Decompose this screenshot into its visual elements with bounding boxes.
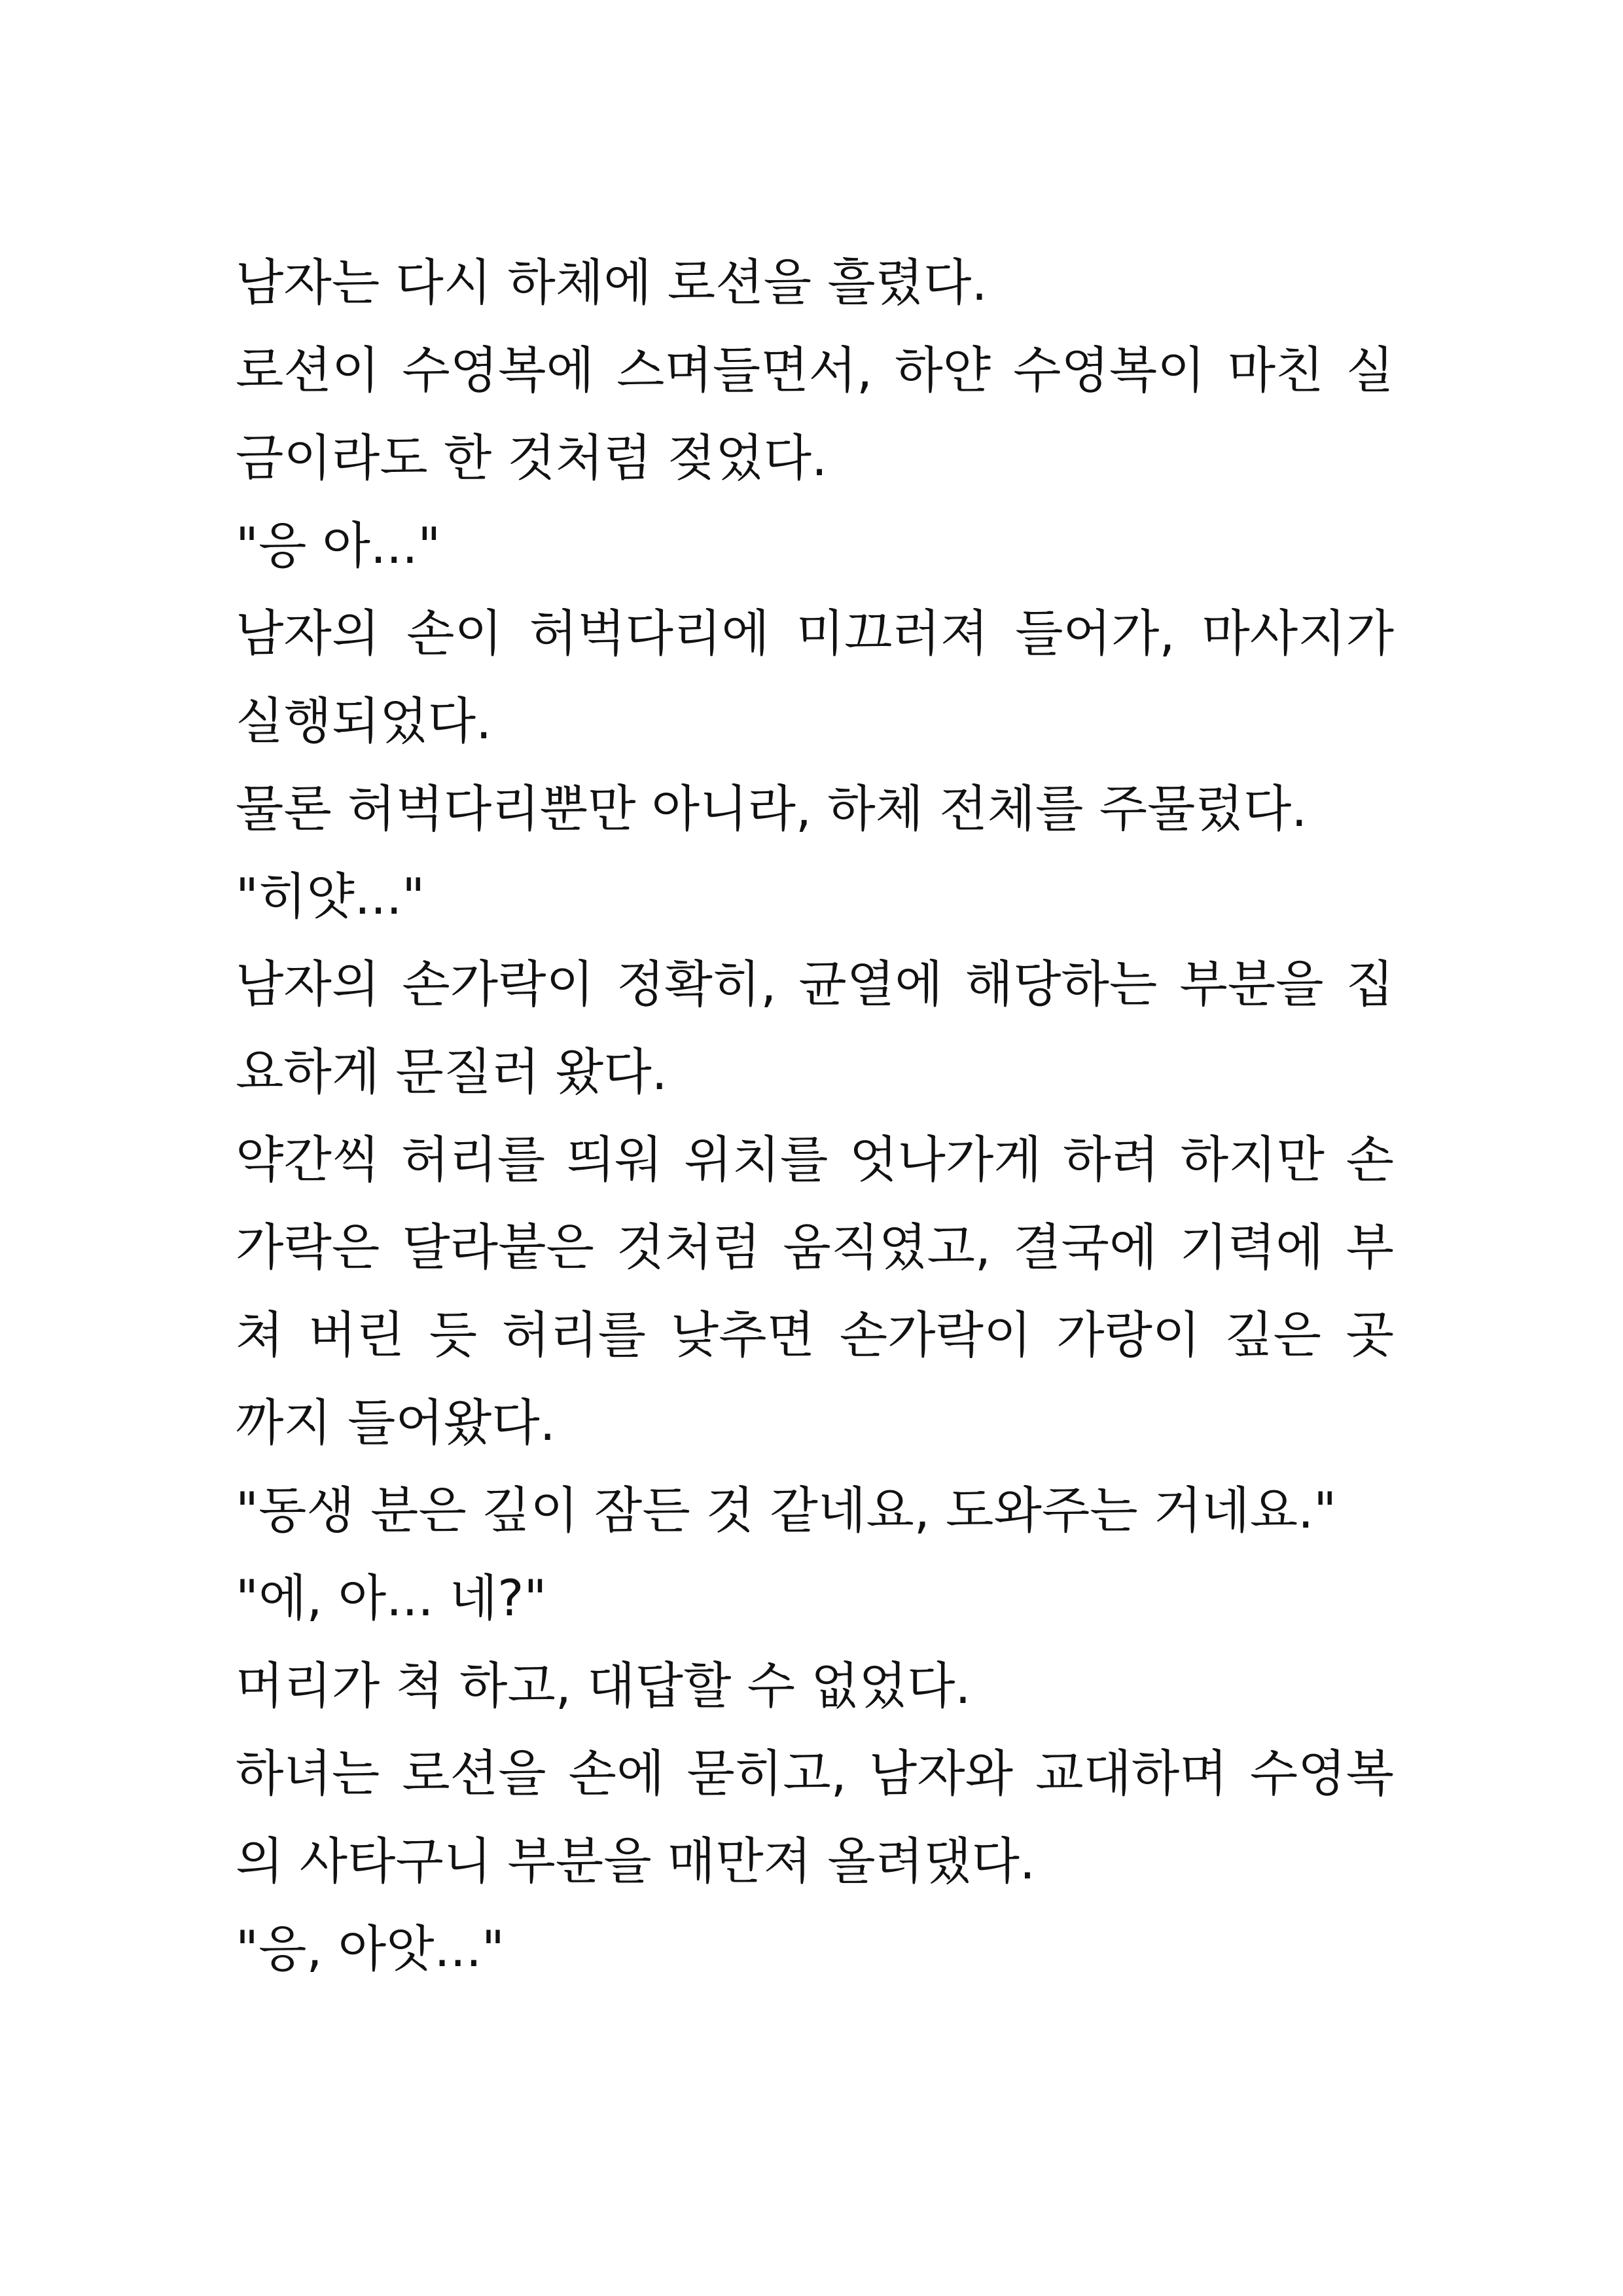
text-line: 가락은 달라붙은 것처럼 움직였고, 결국에 기력에 부 — [236, 1218, 1394, 1276]
text-line: 남자의 손가락이 정확히, 균열에 해당하는 부분을 집 — [236, 955, 1394, 1013]
text-line: 하녀는 로션을 손에 묻히고, 남자와 교대하며 수영복 — [236, 1744, 1394, 1803]
text-line: 로션이 수영복에 스며들면서, 하얀 수영복이 마친 실 — [236, 341, 1394, 399]
text-line: 금이라도 한 것처럼 젖었다. — [236, 429, 828, 487]
text-line: 머리가 척 하고, 대답할 수 없었다. — [236, 1657, 971, 1715]
text-line: 남자의 손이 허벅다리에 미끄러져 들어가, 마사지가 — [236, 604, 1394, 662]
text-line: "히얏..." — [236, 867, 425, 925]
text-line: 까지 들어왔다. — [236, 1393, 556, 1452]
text-line: "에, 아... 네?" — [236, 1569, 547, 1627]
text-line: 약간씩 허리를 띄워 위치를 엇나가게 하려 하지만 손 — [236, 1130, 1394, 1189]
text-line: 물론 허벅다리뿐만 아니라, 하체 전체를 주물렀다. — [236, 780, 1308, 838]
text-line: 실행되었다. — [236, 692, 492, 750]
text-line: 요하게 문질러 왔다. — [236, 1043, 668, 1101]
text-line: "응, 아앗..." — [236, 1920, 505, 1978]
text-line: 쳐 버린 듯 허리를 낮추면 손가락이 가랑이 깊은 곳 — [236, 1306, 1394, 1364]
text-line: "응 아..." — [236, 516, 441, 575]
text-line: "동생 분은 깊이 잠든 것 같네요, 도와주는 거네요." — [236, 1481, 1337, 1539]
body-text — [236, 239, 1394, 1993]
text-line: 의 사타구니 부분을 매만져 올려댔다. — [236, 1832, 1036, 1890]
text-line: 남자는 다시 하체에 로션을 흘렸다. — [236, 253, 988, 312]
